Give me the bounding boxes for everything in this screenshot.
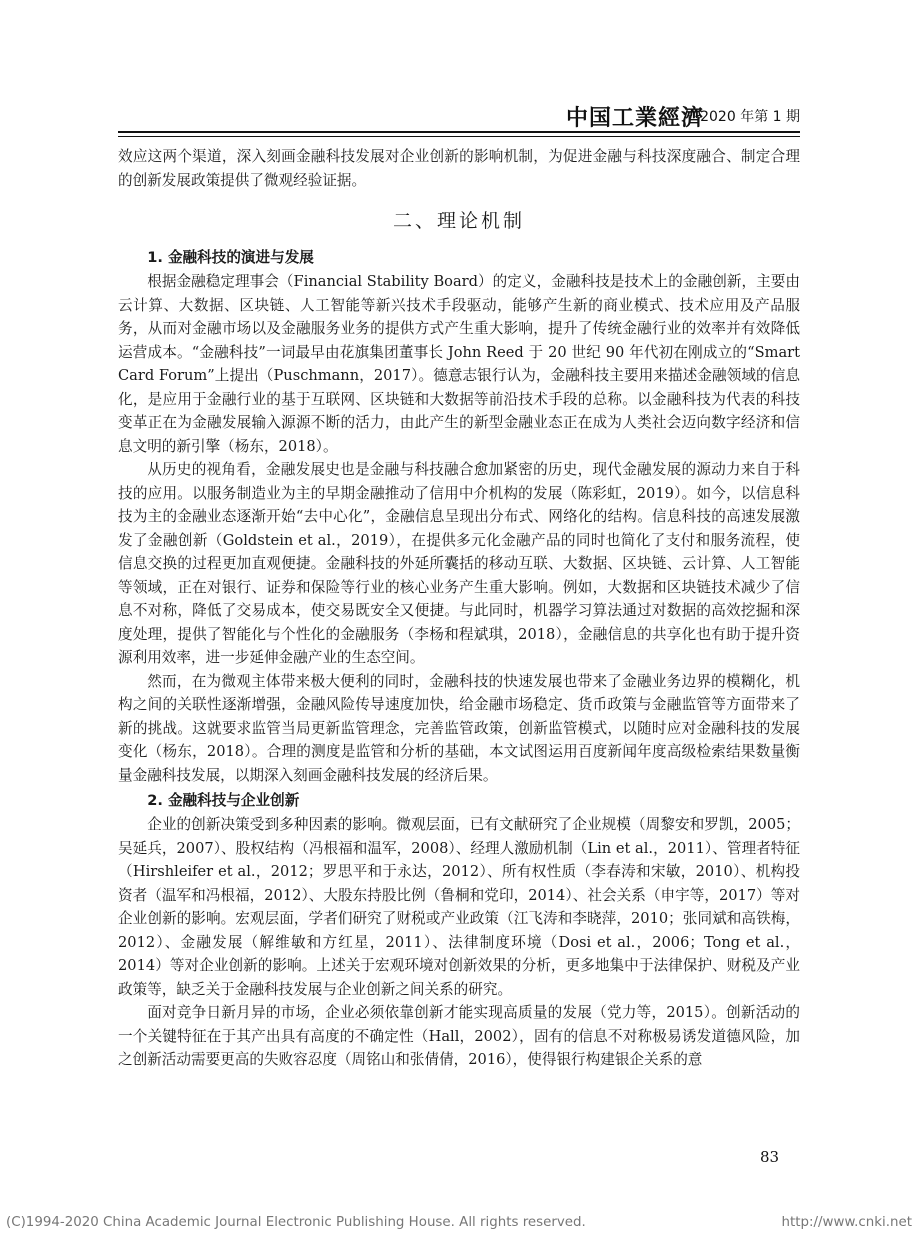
issue-label: 2020 年第 1 期 (700, 109, 800, 125)
paragraph: 根据金融稳定理事会（Financial Stability Board）的定义，金融科技是技术上的金融创新，主要由云计算、大数据、区块链、人工智能等新兴技术手段驱动，能够产生新的商业模式、技术应用及产品服务，从而对金融市场以及金融服务业务的提供方式产生重大影响，提升了传统金融行业的效率并有效降低运营成本。“金融科技”一词最早由花旗集团董事长 John Reed 于 20 世纪 90 年代初在刚成立的“Smart Card Forum”上提出（Puschmann，2017）。德意志银行认为，金融科技主要用来描述金融领域的信息化，是应用于金融行业的基于互联网、区块链和大数据等前沿技术手段的总称。以金融科技为代表的科技变革正在为金融发展输入源源不断的活力，由此产生的新型金融业态正在成为人类社会迈向数字经济和信息文明的新引擎（杨东，2018）。 (118, 273, 800, 455)
copyright-notice: (C)1994-2020 China Academic Journal Electronic Publishing House. All rights reserved. (6, 1215, 586, 1230)
header-rule-thick (118, 131, 800, 133)
intro-paragraph: 效应这两个渠道，深入刻画金融科技发展对企业创新的影响机制，为促进金融与科技深度融合、制定合理的创新发展政策提供了微观经验证据。 (118, 148, 800, 189)
header-rule-thin (118, 136, 800, 137)
section-title: 二、理论机制 (392, 210, 525, 232)
paragraph: 企业的创新决策受到多种因素的影响。微观层面，已有文献研究了企业规模（周黎安和罗凯，2005；吴延兵，2007）、股权结构（冯根福和温军，2008）、经理人激励机制（Lin et al.，2011）、管理者特征（Hirshleifer et al.，2012；罗思平和于永达，2012）、所有权性质（李春涛和宋敏，2010）、机构投资者（温军和冯根福，2012）、大股东持股比例（鲁桐和党印，2014）、社会关系（申宇等，2017）等对企业创新的影响。宏观层面，学者们研究了财税或产业政策（江飞涛和李晓萍，2010；张同斌和高铁梅，2012）、金融发展（解维敏和方红星，2011）、法律制度环境（Dosi et al.，2006；Tong et al.，2014）等对企业创新的影响。上述关于宏观环境对创新效果的分析，更多地集中于法律保护、财税及产业政策等，缺乏关于金融科技发展与企业创新之间关系的研究。 (118, 816, 800, 998)
footer (6, 1215, 914, 1230)
subsection-heading-1: 1. 金融科技的演进与发展 (147, 249, 314, 266)
paragraph: 面对竞争日新月异的市场，企业必须依靠创新才能实现高质量的发展（党力等，2015）。创新活动的一个关键特征在于其产出具有高度的不确定性（Hall，2002），固有的信息不对称极易诱发道德风险，加之创新活动需要更高的失败容忍度（周铭山和张倩倩，2016），使得银行构建银企关系的意 (118, 1004, 800, 1068)
paragraph: 然而，在为微观主体带来极大便利的同时，金融科技的快速发展也带来了金融业务边界的模糊化，机构之间的关联性逐渐增强，金融风险传导速度加快，给金融市场稳定、货币政策与金融监管等方面带来了新的挑战。这就要求监管当局更新监管理念，完善监管政策，创新监管模式，以随时应对金融科技的发展变化（杨东，2018）。合理的测度是监管和分析的基础，本文试图运用百度新闻年度高级检索结果数量衡量金融科技发展，以期深入刻画金融科技发展的经济后果。 (118, 672, 800, 784)
subsection-heading-2: 2. 金融科技与企业创新 (147, 792, 300, 809)
journal-logo: 中国工業經濟 (565, 105, 704, 131)
running-header (118, 103, 800, 129)
paragraph: 从历史的视角看，金融发展史也是金融与科技融合愈加紧密的历史，现代金融发展的源动力来自于科技的应用。以服务制造业为主的早期金融推动了信用中介机构的发展（陈彩虹，2019）。如今，以信息科技为主的金融业态逐渐开始“去中心化”，金融信息呈现出分布式、网络化的结构。信息科技的高速发展激发了金融创新（Goldstein et al.，2019），在提供多元化金融产品的同时也简化了支付和服务流程，使信息交换的过程更加直观便捷。金融科技的外延所囊括的移动互联、大数据、区块链、云计算、人工智能等领域，正在对银行、证券和保险等行业的核心业务产生重大影响。例如，大数据和区块链技术减少了信息不对称，降低了交易成本，使交易既安全又便捷。与此同时，机器学习算法通过对数据的高效挖掘和深度处理，提供了智能化与个性化的金融服务（李杨和程斌琪，2018），金融信息的共享化也有助于提升资源利用效率，进一步延伸金融产业的生态空间。 (118, 461, 800, 666)
page-number: 83 (760, 1148, 780, 1166)
article-body (118, 145, 800, 1072)
footer-link[interactable]: http://www.cnki.net (781, 1215, 912, 1230)
